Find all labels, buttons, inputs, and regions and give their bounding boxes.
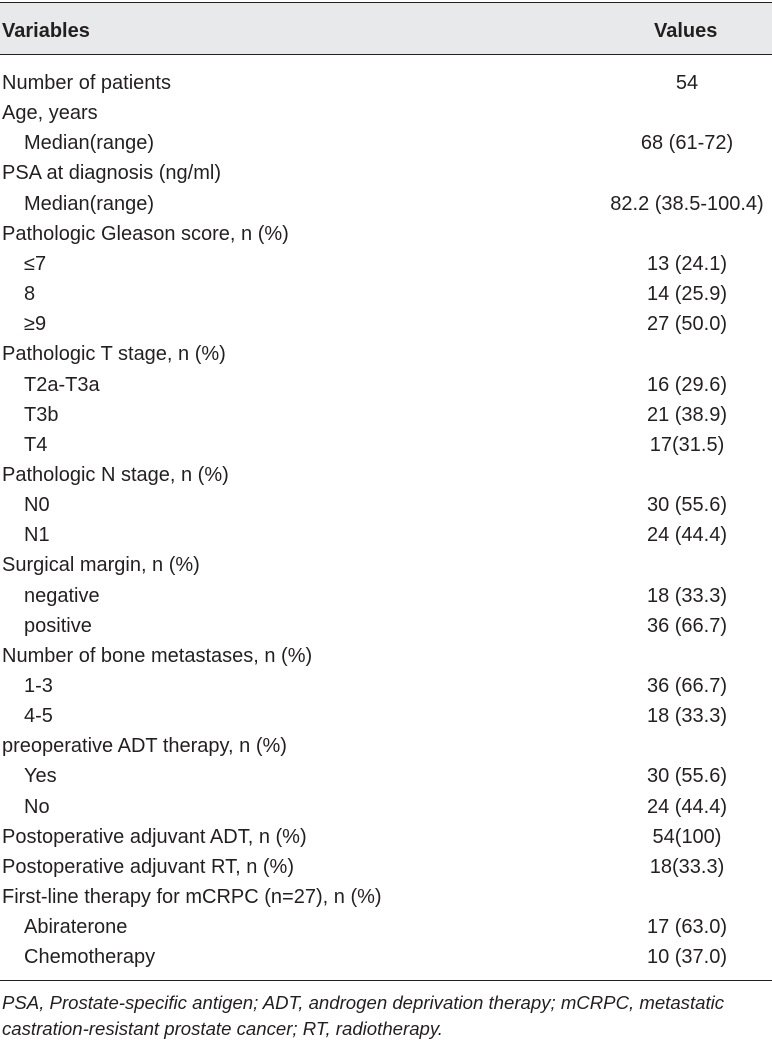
header-values: Values <box>654 20 718 42</box>
row-label: N1 <box>24 524 50 547</box>
row-value: 24 (44.4) <box>646 524 728 547</box>
table-row <box>0 158 772 188</box>
table-row <box>0 520 772 550</box>
row-label: positive <box>24 614 92 637</box>
table-footnote: PSA, Prostate-specific antigen; ADT, androgen deprivation therapy; mCRPC, metastatic castration-resistant prostate cancer; RT, radiotherapy. <box>2 992 725 1039</box>
table-row <box>0 852 772 882</box>
row-value: 13 (24.1) <box>646 252 728 275</box>
table-row <box>0 882 772 912</box>
table-row <box>0 400 772 430</box>
table-row <box>0 550 772 580</box>
row-value: 17 (63.0) <box>646 916 728 939</box>
row-value: 18(33.3) <box>649 855 725 878</box>
row-label: Abiraterone <box>24 916 128 939</box>
row-label: PSA at diagnosis (ng/ml) <box>2 162 221 185</box>
row-value: 16 (29.6) <box>646 373 728 396</box>
header-rule <box>0 54 772 55</box>
row-value: 68 (61-72) <box>640 132 734 155</box>
row-label: T2a-T3a <box>24 373 100 396</box>
row-value: 30 (55.6) <box>646 765 728 788</box>
table-row <box>0 189 772 219</box>
row-label: Pathologic Gleason score, n (%) <box>2 222 289 245</box>
table-header <box>0 3 772 54</box>
table-row <box>0 460 772 490</box>
row-label: preoperative ADT therapy, n (%) <box>2 735 287 758</box>
table-row <box>0 671 772 701</box>
table-row <box>0 279 772 309</box>
table-row <box>0 249 772 279</box>
row-value: 14 (25.9) <box>646 283 728 306</box>
row-label: Median(range) <box>24 192 155 215</box>
row-label: Postoperative adjuvant RT, n (%) <box>2 855 295 878</box>
table-row <box>0 792 772 822</box>
table-row <box>0 761 772 791</box>
row-value: 54 <box>675 72 699 94</box>
row-value: 17(31.5) <box>649 433 725 456</box>
row-label: Postoperative adjuvant ADT, n (%) <box>2 825 307 848</box>
table-row <box>0 309 772 339</box>
row-label: T3b <box>24 403 59 426</box>
row-label: Number of bone metastases, n (%) <box>2 644 313 667</box>
row-label: Pathologic N stage, n (%) <box>2 463 229 486</box>
row-value: 21 (38.9) <box>646 403 728 426</box>
row-label: 4-5 <box>24 705 53 728</box>
row-label: N0 <box>24 494 50 517</box>
row-value: 36 (66.7) <box>646 675 728 697</box>
row-label: Yes <box>24 765 57 788</box>
row-label: No <box>24 795 50 818</box>
row-value: 10 (37.0) <box>646 946 728 969</box>
row-label: T4 <box>24 433 48 456</box>
row-label: ≥9 <box>24 313 47 336</box>
row-label: Surgical margin, n (%) <box>2 554 200 577</box>
table-row <box>0 912 772 942</box>
row-label: Chemotherapy <box>24 946 156 969</box>
table-row <box>0 822 772 852</box>
row-label: Pathologic T stage, n (%) <box>2 343 226 366</box>
row-label: 8 <box>24 283 36 306</box>
table-row <box>0 731 772 761</box>
row-label: Age, years <box>2 102 98 125</box>
table-row <box>0 98 772 128</box>
row-value: 36 (66.7) <box>646 614 728 637</box>
row-label: negative <box>24 584 100 607</box>
row-value: 24 (44.4) <box>646 795 728 818</box>
row-value: 54(100) <box>652 825 722 848</box>
table-row <box>0 430 772 460</box>
table-row <box>0 339 772 369</box>
table-row <box>0 641 772 671</box>
bottom-rule <box>0 980 772 981</box>
table-row <box>0 219 772 249</box>
row-label: Median(range) <box>24 132 155 155</box>
header-variables: Variables <box>2 20 90 42</box>
row-label: Number of patients <box>2 72 171 94</box>
table-row <box>0 701 772 731</box>
table-row <box>0 68 772 98</box>
table-row <box>0 581 772 611</box>
row-value: 18 (33.3) <box>646 705 728 728</box>
table-row <box>0 611 772 641</box>
row-value: 82.2 (38.5-100.4) <box>610 192 764 215</box>
table-row <box>0 942 772 972</box>
table-row <box>0 370 772 400</box>
row-label: First-line therapy for mCRPC (n=27), n (%) <box>2 886 382 909</box>
row-label: ≤7 <box>24 252 47 275</box>
row-label: 1-3 <box>24 675 53 697</box>
row-value: 18 (33.3) <box>646 584 728 607</box>
row-value: 27 (50.0) <box>646 313 728 336</box>
table-row <box>0 490 772 520</box>
row-value: 30 (55.6) <box>646 494 728 517</box>
table-row <box>0 128 772 158</box>
